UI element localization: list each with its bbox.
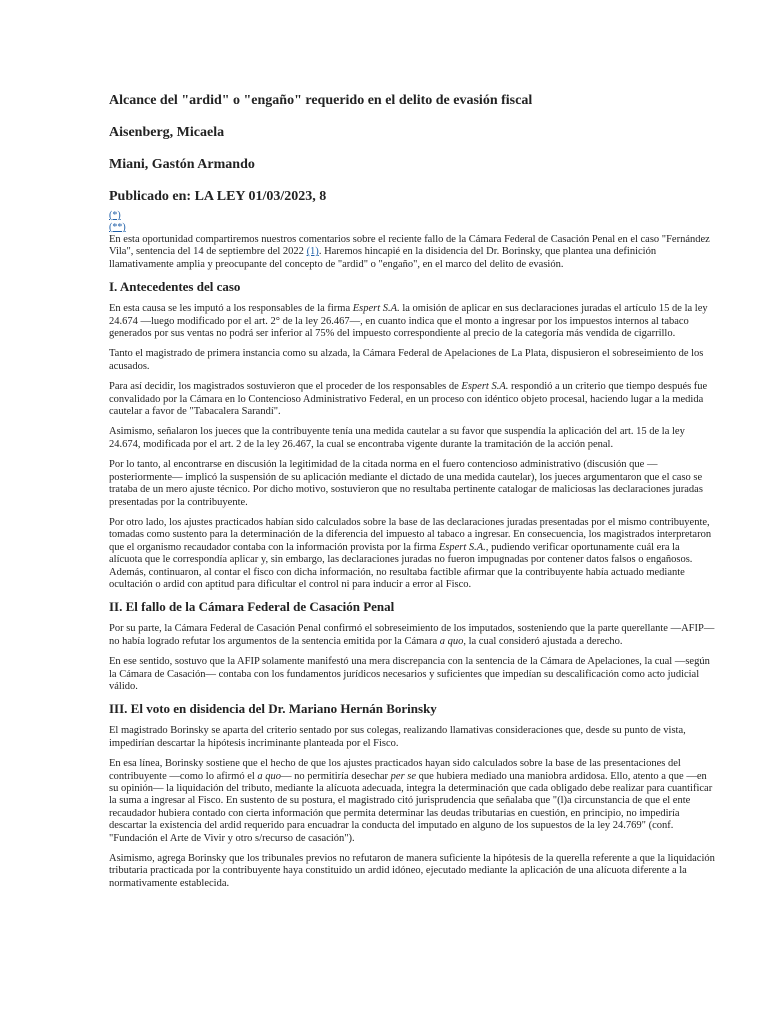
footnote-link[interactable]: (1): [306, 246, 319, 258]
paragraph: Asimismo, agrega Borinsky que los tribunales previos no refutaron de manera suficiente la hipótesis de la querella referente a que la liquidación tributaria practicada por la contribuyente haya constituido un ardid idóneo, ejecutado mediante la aplicación de una alícuota diferente a la normativamente establecida.: [109, 853, 715, 889]
text-run-italic: per se: [390, 770, 417, 782]
author-notes: [109, 210, 715, 234]
text-run-italic: a quo: [439, 635, 464, 647]
footnote-link[interactable]: (*): [109, 210, 121, 221]
publication-info: Publicado en: LA LEY 01/03/2023, 8: [109, 189, 327, 204]
intro-paragraph: [109, 234, 715, 271]
author-name: Aisenberg, Micaela: [109, 125, 225, 140]
text-run: En esta causa se les imputó a los responsables de la firma: [109, 303, 353, 315]
text-run: respondió a un criterio que tiempo después fue convalidado por la Cámara en lo Contencioso Administrativo Federal, en un proceso con idéntico objeto procesal, haciendo lugar a la medida cautelar a favor de "Tabacalera Sarandí".: [109, 381, 708, 418]
footnote-link[interactable]: (**): [109, 222, 126, 233]
text-run: Por otro lado, los ajustes practicados habían sido calculados sobre la base de las declaraciones juradas presentadas por el mismo contribuyente, tomadas como sustento para la determinación de la diferencia del impuesto al tabaco a ingresar. En consecuencia, los magistrados interpretaron que el organismo recaudador contaba con la información provista por la firma: [109, 516, 712, 553]
text-run: En esa línea, Borinsky sostiene que el hecho de que los ajustes practicados hayan sido calculados sobre la base de las presentaciones del contribuyente —como lo afirmó el: [109, 758, 681, 782]
text-run: , la cual consideró ajustada a derecho.: [463, 635, 623, 647]
paragraph: Por lo tanto, al encontrarse en discusión la legitimidad de la citada norma en el fuero contencioso administrativo (discusión que —posteriormente— implicó la suspensión de su aplicación mediante el dictado de una medida cautelar), los jueces argumentaron que el caso se trataba de un mero ajuste técnico. Por dicho motivo, sostuvieron que no resultaba pertinente catalogar de maliciosas las declaraciones juradas presentadas por la contribuyente.: [109, 459, 703, 508]
section-heading: III. El voto en disidencia del Dr. Mariano Hernán Borinsky: [109, 701, 437, 717]
paragraph: En ese sentido, sostuvo que la AFIP solamente manifestó una mera discrepancia con la sentencia de la Cámara de Apelaciones, la cual —según la Cámara de Casación— contaba con los fundamentos jurídicos necesarios y suficientes que impedían su descalificación como acto judicial válido.: [109, 656, 710, 692]
author-name: Miani, Gastón Armando: [109, 157, 255, 172]
text-run-italic: Espert S.A.: [438, 541, 486, 553]
text-run: , pudiendo verificar oportunamente cuál era la alícuota que le correspondía aplicar y, sin embargo, las declaraciones juradas no fueron impugnadas por contener datos falsos o engañosos. Además, continuaron, al contar el fisco con dicha información, no resultaba factible afirmar que la contribuyente había actuado mediante ocultación o ardid con aptitud para dificultar el control ni para inducir a error al Fisco.: [109, 541, 693, 590]
document: [109, 92, 715, 898]
paragraph: Asimismo, señalaron los jueces que la contribuyente tenía una medida cautelar a su favor que suspendía la aplicación del art. 15 de la ley 24.674, modificada por el art. 2 de la ley 26.467, la cual se encontraba vigente durante la tramitación de la acción penal.: [109, 426, 685, 450]
text-run: la omisión de aplicar en sus declaraciones juradas el artículo 15 de la ley 24.674 —luego modificado por el art. 2° de la ley 26.467—, en cuanto indica que el monto a ingresar por los impuestos internos al tabaco generados por sus ventas no podrá ser inferior al 75% del impuesto correspondiente al precio de la categoría más vendida de cigarrillo.: [109, 303, 708, 340]
text-run-italic: a quo: [257, 770, 282, 782]
article-title: Alcance del "ardid" o "engaño" requerido en el delito de evasión fiscal: [109, 93, 533, 108]
paragraph: [109, 517, 715, 591]
text-run: que hubiera mediado una maniobra ardidosa. Ello, atento a que —en su opinión— la liquidación del tributo, mediante la alícuota adecuada, integra la determinación que cada obligado debe realizar para cuantificar la suma a ingresar al Fisco. En sustento de su postura, el magistrado citó jurisprudencia que señalaba que "(l)a circunstancia de que el ente recaudador hubiera contado con cierta información que permita determinar las deudas tributarias en cuestión, en principio, no impediría descartar la existencia del ardid requerido para encuadrar la conducta del imputado en alguno de los supuestos de la ley 24.769" (conf. "Fundación el Arte de Vivir y otro s/recurso de casación").: [109, 770, 713, 844]
text-run: Por su parte, la Cámara Federal de Casación Penal confirmó el sobreseimiento de los imputados, sosteniendo que la parte querellante —AFIP— no había logrado refutar los argumentos de la sentencia emitida por la Cámara: [109, 623, 715, 647]
text-run-italic: Espert S.A.: [461, 381, 509, 393]
section-heading: II. El fallo de la Cámara Federal de Casación Penal: [109, 599, 395, 615]
paragraph: [109, 758, 715, 845]
text-run: Para así decidir, los magistrados sostuvieron que el proceder de los responsables de: [109, 381, 462, 393]
paragraph: [109, 381, 715, 418]
text-run: — no permitiría desechar: [281, 770, 391, 782]
paragraph: [109, 303, 715, 340]
text-run: En esta oportunidad compartiremos nuestros comentarios sobre el reciente fallo de la Cámara Federal de Casación Penal en el caso "Fernández Vila", sentencia del 14 de septiembre del 2022: [109, 234, 710, 258]
section-heading: I. Antecedentes del caso: [109, 279, 241, 295]
text-run-italic: Espert S.A.: [352, 303, 400, 315]
text-run: . Haremos hincapié en la disidencia del Dr. Borinsky, que plantea una definición llamativamente amplia y preocupante del concepto de "ardid" o "engaño", en el marco del delito de evasión.: [109, 246, 657, 270]
paragraph: [109, 623, 715, 648]
paragraph: Tanto el magistrado de primera instancia como su alzada, la Cámara Federal de Apelaciones de La Plata, dispusieron el sobreseimiento de los acusados.: [109, 348, 704, 372]
paragraph: El magistrado Borinsky se aparta del criterio sentado por sus colegas, realizando llamativas consideraciones que, desde su punto de vista, impedirían descartar la hipótesis incriminante planteada por el Fisco.: [109, 725, 686, 749]
